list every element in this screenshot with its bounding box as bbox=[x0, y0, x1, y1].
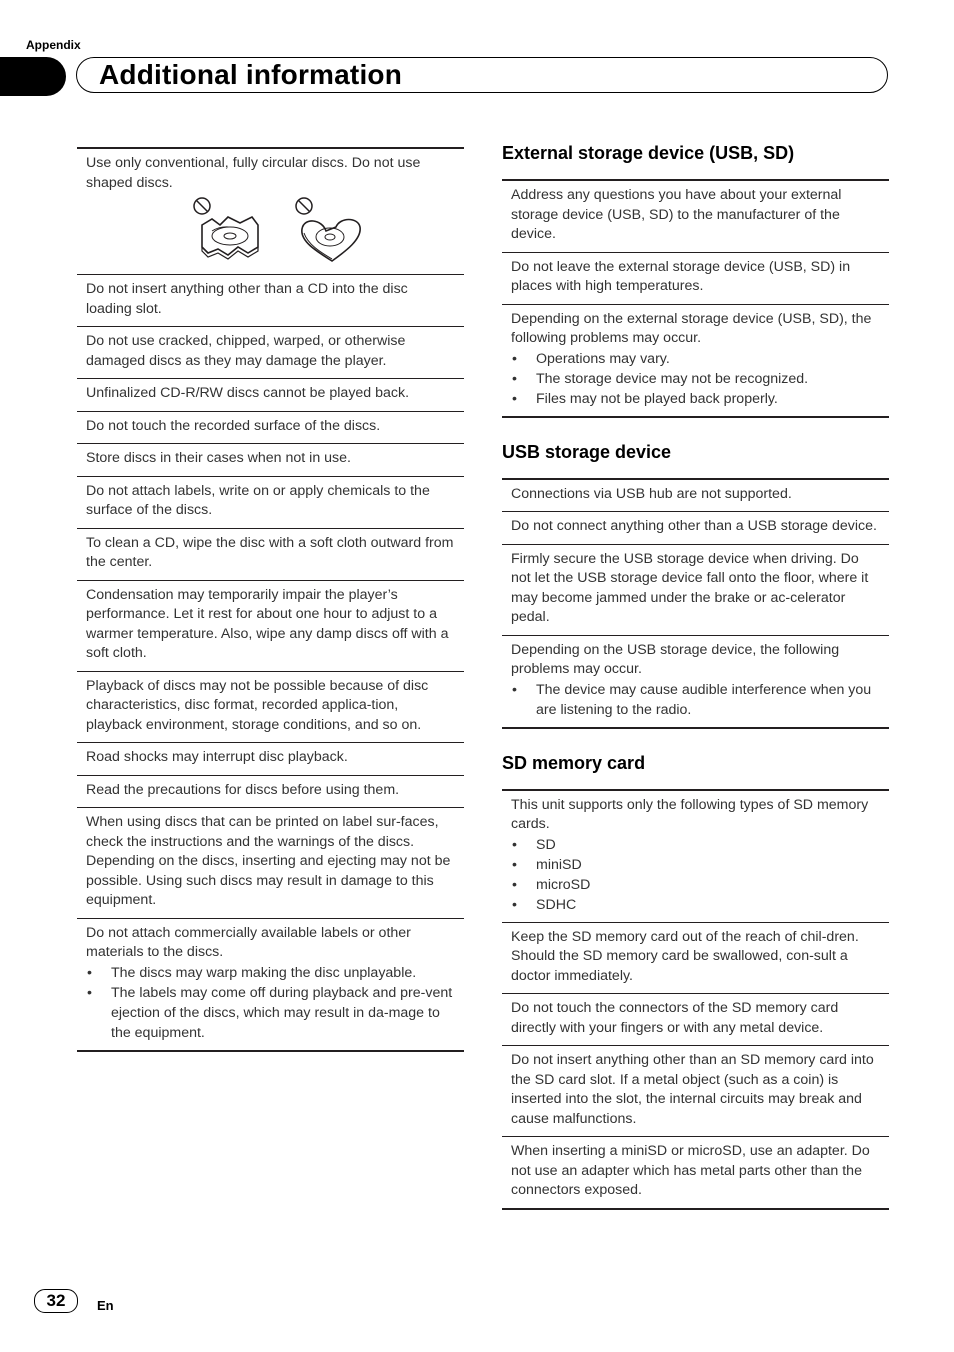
precaution-entry bbox=[502, 252, 889, 304]
precaution-entry bbox=[77, 378, 464, 411]
right-column bbox=[502, 141, 889, 1210]
precaution-text: Keep the SD memory card out of the reach of chil-dren. Should the SD memory card be swallowed, con-sult a doctor immediately. bbox=[511, 928, 859, 984]
bullet-item: • SD bbox=[511, 835, 880, 855]
precaution-entry bbox=[502, 544, 889, 635]
precaution-entry bbox=[77, 411, 464, 444]
precaution-text: Do not connect anything other than a USB storage device. bbox=[511, 518, 877, 534]
section-table bbox=[502, 179, 889, 418]
shaped-disc-illustrations bbox=[86, 195, 455, 267]
precaution-entry bbox=[77, 274, 464, 326]
precaution-text: Unfinalized CD-R/RW discs cannot be played back. bbox=[86, 385, 410, 401]
precaution-text: Do not insert anything other than a CD into the disc loading slot. bbox=[86, 281, 408, 317]
prohibited-heart-disc-icon bbox=[286, 195, 368, 265]
bullet-item: • SDHC bbox=[511, 895, 880, 915]
precaution-entry bbox=[77, 149, 464, 274]
precaution-text: Use only conventional, fully circular discs. Do not use shaped discs. bbox=[86, 155, 421, 191]
section-table bbox=[502, 789, 889, 1210]
precaution-entry bbox=[77, 775, 464, 808]
bullet-item: • Operations may vary. bbox=[511, 349, 880, 369]
section-heading: USB storage device bbox=[502, 441, 672, 462]
precaution-entry bbox=[502, 181, 889, 252]
bullet-item: • The storage device may not be recognized. bbox=[511, 369, 880, 389]
precaution-text: Read the precautions for discs before using them. bbox=[86, 781, 400, 798]
precaution-entry bbox=[77, 671, 464, 743]
bullet-item: • The discs may warp making the disc unplayable. bbox=[86, 963, 455, 983]
section-heading: SD memory card bbox=[502, 752, 646, 773]
bullet-item: • miniSD bbox=[511, 855, 880, 875]
precaution-text: Do not attach labels, write on or apply chemicals to the surface of the discs. bbox=[86, 482, 430, 518]
precaution-text: Playback of discs may not be possible because of disc characteristics, disc format, recorded applica-tion, playback environment, storage conditions, and so on. bbox=[86, 677, 429, 733]
precaution-text: Address any questions you have about your external storage device (USB, SD) to the manufacturer of the device. bbox=[511, 187, 842, 242]
precaution-text: Do not touch the connectors of the SD memory card directly with your fingers or with any metal device. bbox=[511, 1000, 839, 1036]
precaution-text: Do not touch the recorded surface of the discs. bbox=[86, 417, 381, 434]
precaution-text: Depending on the external storage device (USB, SD), the following problems may occur. bbox=[511, 310, 872, 346]
precaution-text: When using discs that can be printed on label sur-faces, check the instructions and the warnings of the discs. Depending on the discs, inserting and ejecting may not be possible. Using such discs may result in damage to this equipment. bbox=[86, 814, 451, 908]
precaution-entry bbox=[502, 635, 889, 727]
precaution-text: Road shocks may interrupt disc playback. bbox=[86, 749, 348, 765]
page-number: 32 bbox=[34, 1289, 78, 1313]
precaution-text: Store discs in their cases when not in use. bbox=[86, 450, 351, 466]
precaution-text: Do not attach commercially available labels or other materials to the discs. bbox=[86, 924, 411, 960]
bullet-item: • The labels may come off during playback and pre-vent ejection of the discs, which may result in da-mage to the equipment. bbox=[86, 983, 455, 1043]
precaution-entry bbox=[502, 993, 889, 1045]
precaution-entry bbox=[77, 918, 464, 1050]
prohibited-shaped-disc-icon bbox=[190, 195, 270, 265]
precaution-entry bbox=[502, 922, 889, 994]
precaution-text: Do not insert anything other than an SD memory card into the SD card slot. If a metal object (such as a coin) is inserted into the slot, the internal circuits may break and cause malfunctions. bbox=[511, 1052, 874, 1127]
precaution-text: Do not use cracked, chipped, warped, or otherwise damaged discs as they may damage the player. bbox=[86, 333, 406, 369]
left-column bbox=[77, 147, 464, 1052]
precaution-entry bbox=[502, 304, 889, 416]
bullet-list bbox=[511, 349, 880, 409]
precaution-text: Depending on the USB storage device, the following problems may occur. bbox=[511, 641, 840, 677]
bullet-item: • microSD bbox=[511, 875, 880, 895]
precaution-text: Do not leave the external storage device (USB, SD) in places with high temperatures. bbox=[511, 258, 851, 294]
precaution-entry bbox=[77, 580, 464, 671]
bullet-item: • Files may not be played back properly. bbox=[511, 389, 880, 409]
precaution-text: This unit supports only the following types of SD memory cards. bbox=[511, 796, 869, 832]
precaution-entry bbox=[77, 807, 464, 918]
precaution-entry bbox=[77, 326, 464, 378]
disc-precautions-table bbox=[77, 147, 464, 1052]
section-label: Appendix bbox=[26, 38, 81, 52]
precaution-entry bbox=[77, 476, 464, 528]
precaution-text: Firmly secure the USB storage device when driving. Do not let the USB storage device fall onto the floor, where it may become jammed under the brake or ac-celerator pedal. bbox=[511, 550, 869, 625]
bullet-list bbox=[511, 680, 880, 720]
precaution-entry bbox=[502, 1045, 889, 1136]
precaution-entry bbox=[77, 528, 464, 580]
precaution-entry bbox=[502, 480, 889, 512]
precaution-entry bbox=[77, 443, 464, 476]
precaution-text: When inserting a miniSD or microSD, use an adapter. Do not use an adapter which has metal parts other than the connectors exposed. bbox=[511, 1143, 870, 1198]
language-code: En bbox=[97, 1298, 114, 1313]
precaution-entry bbox=[502, 791, 889, 922]
precaution-text: To clean a CD, wipe the disc with a soft cloth outward from the center. bbox=[86, 534, 454, 570]
precaution-text: Connections via USB hub are not supported. bbox=[511, 485, 792, 502]
section-heading: External storage device (USB, SD) bbox=[502, 143, 795, 163]
precaution-text: Condensation may temporarily impair the player’s performance. Let it rest for about one hour to adjust to a warmer temperature. Also, wipe any damp discs off with a soft cloth. bbox=[86, 586, 449, 661]
page-title: Additional information bbox=[99, 59, 403, 90]
bullet-item: • The device may cause audible interference when you are listening to the radio. bbox=[511, 680, 880, 720]
title-tab-marker bbox=[0, 57, 66, 96]
precaution-entry bbox=[77, 742, 464, 775]
title-banner bbox=[76, 57, 888, 93]
bullet-list bbox=[511, 835, 880, 915]
precaution-entry bbox=[502, 511, 889, 544]
bullet-list bbox=[86, 963, 455, 1043]
precaution-entry bbox=[502, 1136, 889, 1208]
section-table bbox=[502, 478, 889, 729]
